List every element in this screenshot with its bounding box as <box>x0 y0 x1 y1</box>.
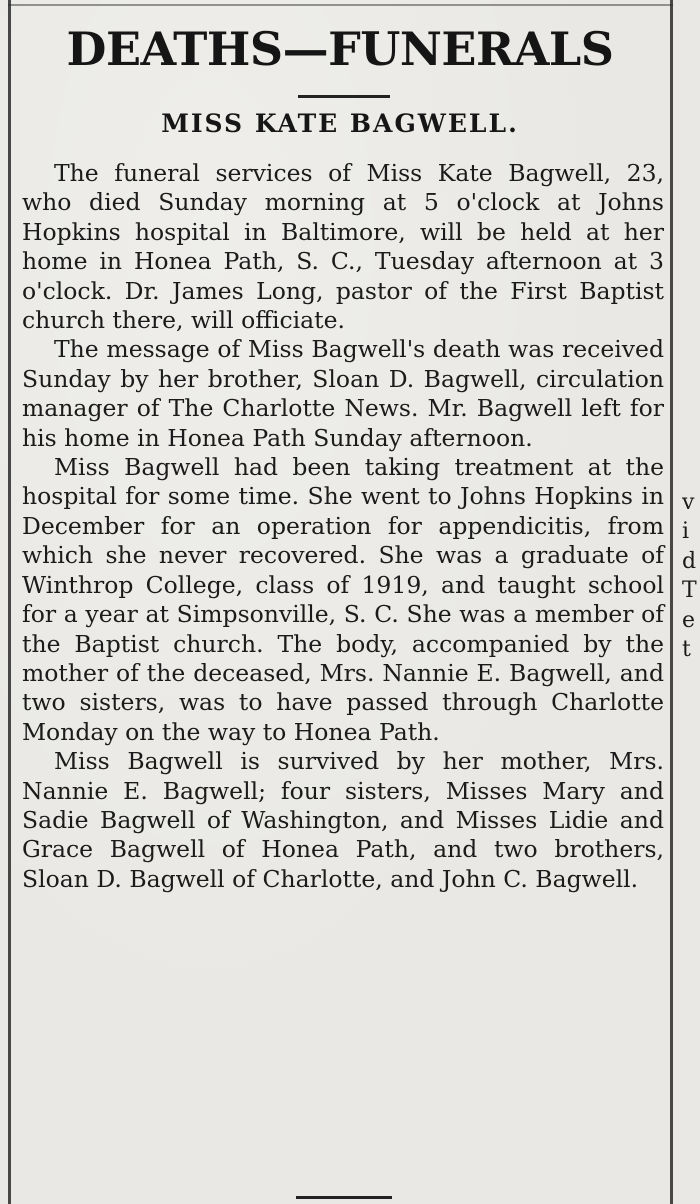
bottom-divider <box>296 1196 392 1199</box>
adjacent-column-fragment <box>682 488 700 664</box>
fragment-char: d <box>682 548 697 574</box>
paragraph: The funeral services of Miss Kate Bagwell, 23, who died Sunday morning at 5 o'clock at Johns Hopkins hospital in Baltimore, will be held at her home in Honea Path, S. C., Tuesday afternoon at 3 o'clock. Dr. James Long, pastor of the First Baptist church there, will officiate. <box>22 159 664 335</box>
fragment-char: e <box>682 607 696 633</box>
obituary-body <box>22 159 664 894</box>
paragraph: The message of Miss Bagwell's death was received Sunday by her brother, Sloan D. Bagwell, circulation manager of The Charlotte News. Mr. Bagwell left for his home in Honea Path Sunday afternoon. <box>22 335 664 452</box>
section-headline: DEATHS—FUNERALS <box>66 22 614 76</box>
fragment-char: T <box>682 578 697 604</box>
fragment-char: i <box>682 519 690 545</box>
fragment-char: v <box>682 490 695 515</box>
fragment-char: t <box>682 636 691 662</box>
right-column-rule <box>670 0 673 1204</box>
left-column-rule <box>8 0 11 1204</box>
paragraph: Miss Bagwell is survived by her mother, Mrs. Nannie E. Bagwell; four sisters, Misses Mary and Sadie Bagwell of Washington, and Misses Lidie and Grace Bagwell of Honea Path, and two brothers, Sloan D. Bagwell of Charlotte, and John C. Bagwell. <box>22 747 664 893</box>
top-rule <box>8 4 673 6</box>
obituary-title: MISS KATE BAGWELL. <box>161 109 519 138</box>
paragraph: Miss Bagwell had been taking treatment at the hospital for some time. She went to Johns Hopkins in December for an operation for appendicitis, from which she never recovered. She was a graduate of Winthrop College, class of 1919, and taught school for a year at Simpsonville, S. C. She was a member of the Baptist church. The body, accompanied by the mother of the deceased, Mrs. Nannie E. Bagwell, and two sisters, was to have passed through Charlotte Monday on the way to Honea Path. <box>22 453 664 746</box>
headline-divider <box>298 95 390 98</box>
